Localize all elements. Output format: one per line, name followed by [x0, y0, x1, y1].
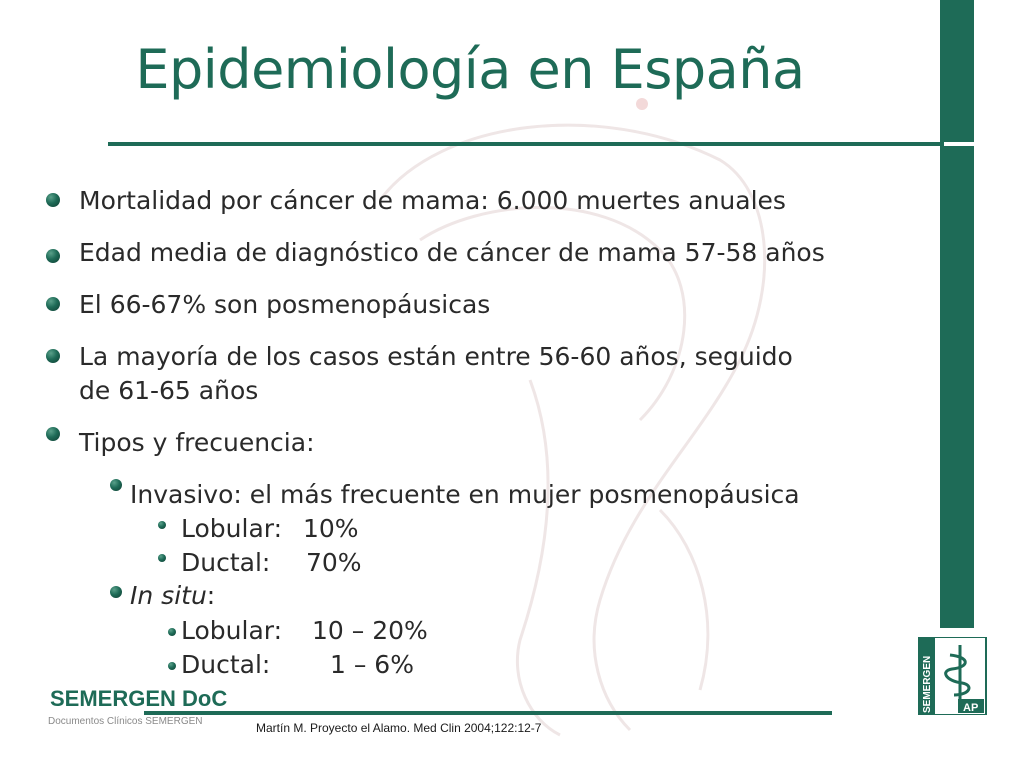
bullet-dot [46, 349, 60, 363]
bullet-mayoria-line1: La mayoría de los casos están entre 56-60 años, seguido [79, 342, 793, 371]
semergen-ap-badge [918, 637, 988, 715]
bullet-dot [46, 297, 60, 311]
bullet-dot [168, 628, 176, 636]
bullet-tipos: Tipos y frecuencia: [79, 428, 315, 457]
item-insitu-ductal-value: 1 – 6% [330, 650, 414, 679]
bullet-dot [158, 521, 166, 529]
bullet-dot [168, 662, 176, 670]
logo-subtitle: Documentos Clínicos SEMERGEN [48, 716, 203, 727]
badge-ap-text: AP [963, 702, 979, 714]
item-insitu-ductal-label: Ductal: [181, 650, 271, 679]
reference-citation: Martín M. Proyecto el Alamo. Med Clin 2004;122:12-7 [256, 721, 542, 735]
semergen-doc-logo: SEMERGEN DoC [50, 686, 228, 711]
item-insitu-lobular-label: Lobular: [181, 616, 283, 645]
badge-vertical-text: SEMERGEN [922, 655, 933, 713]
item-invasivo-ductal-label: Ductal: [181, 548, 271, 577]
bullet-dot [158, 554, 166, 562]
footer-divider [144, 711, 832, 715]
right-accent-gap [940, 142, 974, 146]
title-divider [108, 142, 944, 146]
subbullet-in-situ [130, 579, 215, 613]
bullet-dot [46, 193, 60, 207]
item-invasivo-lobular-label: Lobular: [181, 514, 283, 543]
item-invasivo-lobular-value: 10% [303, 514, 359, 543]
right-accent-bar [940, 0, 974, 628]
bullet-dot [46, 249, 60, 263]
bullet-dot [110, 479, 122, 491]
bullet-dot [110, 586, 122, 598]
in-situ-label: In situ [130, 581, 207, 610]
bullet-edad-media: Edad media de diagnóstico de cáncer de mama 57-58 años [79, 238, 825, 267]
bullet-mortalidad: Mortalidad por cáncer de mama: 6.000 muertes anuales [79, 186, 786, 215]
slide-title: Epidemiología en España [135, 38, 805, 101]
item-invasivo-ductal-value: 70% [306, 548, 362, 577]
bullet-mayoria-line2: de 61-65 años [79, 376, 259, 405]
in-situ-colon: : [206, 581, 216, 610]
item-insitu-lobular-value: 10 – 20% [312, 616, 428, 645]
bullet-posmenopausicas: El 66-67% son posmenopáusicas [79, 290, 491, 319]
subbullet-invasivo: Invasivo: el más frecuente en mujer posmenopáusica [130, 480, 800, 509]
bullet-dot [46, 427, 60, 441]
